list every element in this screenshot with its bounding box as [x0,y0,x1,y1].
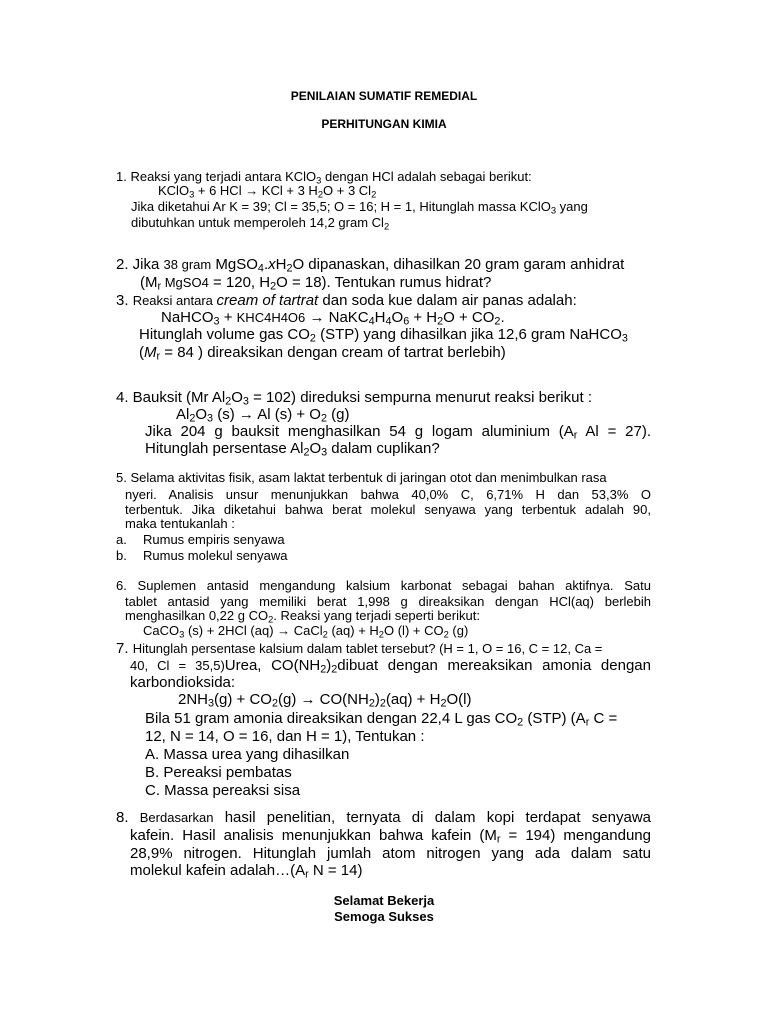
q8-line-2: kafein. Hasil analisis menunjukkan bahwa kafein $(M_r = 194)$ mengandung [130,827,651,846]
q4-line-1: 4. Bauksit (Mr $Al_2O_3 = 102$) direduksi sempurna menurut reaksi berikut : [116,389,592,408]
q5-line-3: terbentuk. Jika diketahui bahwa berat molekul senyawa yang terbentuk adalah 90, [125,502,651,517]
q7-line-2: 40, Cl = 35,5)Urea, $CO(NH_2)_2dibuat$ dengan mereaksikan amonia dengan [130,657,651,676]
q7-line-6: 12, N = 14, O = 16, dan H = 1), Tentukan : [145,728,425,745]
q7-option-a: A. Massa urea yang dihasilkan [145,746,350,763]
q4-line-3: Jika 204 g bauksit menghasilkan 54 g logam aluminium ($A_r$ Al = 27). [145,423,651,442]
q3-equation: NaHCO$_3$ + $KHC4H4O6 \to NaKC_4H_4O_6 + H_2O + CO_2$. [161,309,505,328]
q8-line-3: 28,9% nitrogen. Hitunglah jumlah atom nitrogen yang ada dalam satu [130,845,651,862]
q5-option-b: Rumus molekul senyawa [143,548,288,563]
q8-line-1: 8. Berdasarkan hasil penelitian, ternyata di dalam kopi terdapat senyawa [116,809,651,826]
q6-line-3: menghasilkan 0,22 g $CO_2$. Reaksi yang terjadi seperti berikut: [125,608,480,625]
q7-line-1: 7. Hitunglah persentase kalsium dalam tablet tersebut? (H = 1, O = 16, C = 12, Ca = [116,640,603,657]
q7-line-5: Bila 51 gram amonia direaksikan dengan 22,4 L gas $CO_2$ (STP) ($A_r$ C = [145,710,618,729]
q1-line-4: dibutuhkan untuk memperoleh 14,2 gram $Cl_2$ [131,215,390,232]
q7-option-c: C. Massa pereaksi sisa [145,782,301,799]
q8-line-4: molekul kafein $adalah\dots(A_r$ N = 14) [130,862,363,881]
q5-option-a: Rumus empiris senyawa [143,532,285,547]
q5-line-4: maka tentukanlah : [125,516,235,531]
q1-line-3: Jika diketahui Ar K = 39; Cl = 35,5; O = 16; H = 1, Hitunglah massa KClO$_3$ yang [131,199,588,216]
q4-equation: $Al_2O_3$ (s) → Al $(s) + O_2$ (g) [176,406,350,425]
q2-line-1: 2. Jika 38 gram $MgSO_4.xH_2O$ dipanaskan, dihasilkan 20 gram garam anhidrat [116,256,625,275]
q5-line-1: 5. Selama aktivitas fisik, asam laktat terbentuk di jaringan otot dan menimbulkan rasa [116,470,607,485]
q6-equation: CaCO$_3$ (s) + 2HCl (aq) → CaCl$_2$ $(aq) + H_2O$ $(l) + CO_2$ (g) [143,623,469,640]
q3-line-1: 3. Reaksi antara cream of tartrat dan soda kue dalam air panas adalah: [116,292,577,309]
q5-option-b-marker: b. [116,548,127,563]
q3-line-3: Hitunglah volume gas $CO_2$ (STP) yang dihasilkan jika 12,6 gram NaHCO$_3$ [139,326,628,345]
q6-line-2: tablet antasid yang memiliki berat 1,998 g direaksikan dengan HCl(aq) berlebih [125,594,651,609]
q5-option-a-marker: a. [116,532,127,547]
q1-equation: KClO$_3$ + 6 HCl → KCl + 3 $H_2O + 3$ $Cl_2$ [158,183,377,200]
q3-line-4: ($M_r = 84$ ) direaksikan dengan cream of tartrat berlebih) [139,344,506,363]
q6-line-1: 6. Suplemen antasid mengandung kalsium karbonat sebagai bahan aktifnya. Satu [116,578,651,593]
q5-line-2: nyeri. Analisis unsur menunjukkan bahwa 40,0% C, 6,71% H dan 53,3% O [125,487,651,502]
q2-line-2: ($M_r$ MgSO4 = 120, $H_2O = 18$). Tentukan rumus hidrat? [140,274,492,293]
closing-line-1: Selamat Bekerja [333,893,435,908]
closing-line-2: Semoga Sukses [334,909,434,924]
q7-line-3: karbondioksida: [130,674,236,691]
q1-line-1: 1. Reaksi yang terjadi antara KClO$_3$ dengan HCl adalah sebagai berikut: [116,169,532,186]
document-subtitle: PERHITUNGAN KIMIA [321,117,447,131]
document-title: PENILAIAN SUMATIF REMEDIAL [290,89,478,103]
q4-line-4: Hitunglah persentase $Al_2O_3$ dalam cuplikan? [145,440,440,459]
q7-equation: $2NH_3(g) + CO_2(g) \to CO(NH_2)_2(aq) + H_2O(l)$ [178,691,472,710]
q7-option-b: B. Pereaksi pembatas [145,764,292,781]
